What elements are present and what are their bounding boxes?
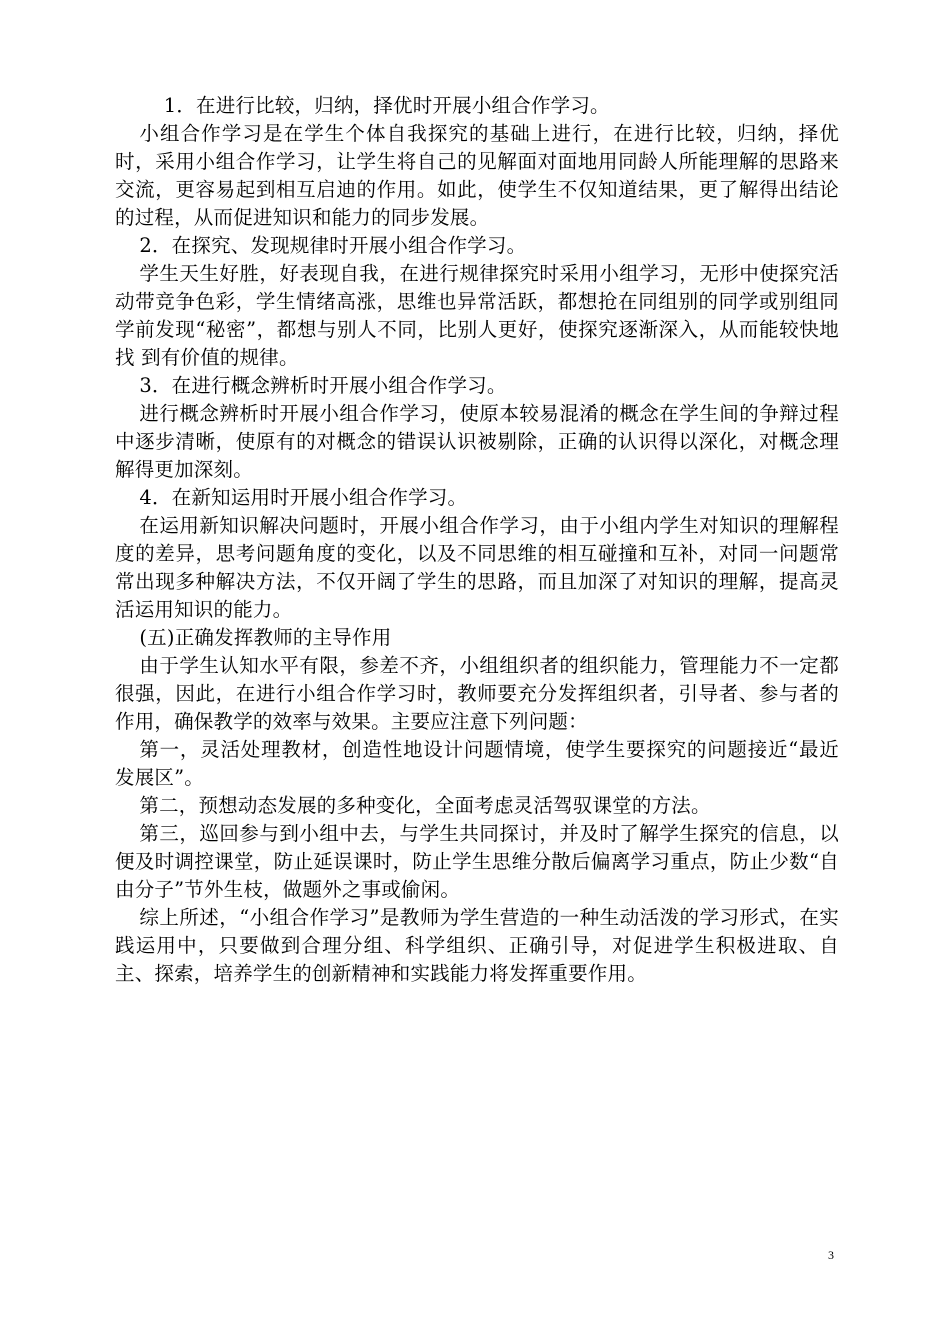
page-number: 3 — [828, 1248, 834, 1262]
document-body — [115, 92, 839, 988]
paragraph: 在运用新知识解决问题时，开展小组合作学习，由于小组内学生对知识的理解程度的差异，思考问题角度的变化，以及不同思维的相互碰撞和互补，对同一问题常常出现多种解决方法，不仅开阔了学生的思路，而且加深了对知识的理解，提高灵活运用知识的能力。 — [115, 514, 839, 621]
paragraph-heading-3: 3．在进行概念辨析时开展小组合作学习。 — [139, 374, 507, 397]
paragraph-conclusion: 综上所述，“小组合作学习”是教师为学生营造的一种生动活泼的学习形式，在实践运用中，只要做到合理分组、科学组织、正确引导，对促进学生积极进取、自主、探索，培养学生的创新精神和实践能力将发挥重要作用。 — [115, 906, 839, 985]
paragraph: 小组合作学习是在学生个体自我探究的基础上进行，在进行比较，归纳，择优时，采用小组合作学习，让学生将自己的见解面对面地用同龄人所能理解的思路来交流，更容易起到相互启迪的作用。如此，使学生不仅知道结果，更了解得出结论的过程，从而促进知识和能力的同步发展。 — [115, 122, 839, 229]
paragraph-heading-4: 4．在新知运用时开展小组合作学习。 — [139, 486, 468, 509]
paragraph-point-3: 第三，巡回参与到小组中去，与学生共同探讨，并及时了解学生探究的信息，以便及时调控课堂，防止延误课时，防止学生思维分散后偏离学习重点，防止少数“自由分子”节外生枝，做题外之事或偷闲。 — [115, 822, 839, 901]
paragraph-point-1: 第一，灵活处理教材，创造性地设计问题情境，使学生要探究的问题接近“最近发展区”。 — [115, 738, 839, 789]
paragraph-heading-2: 2．在探究、发现规律时开展小组合作学习。 — [139, 234, 527, 257]
paragraph: 由于学生认知水平有限，参差不齐，小组组织者的组织能力，管理能力不一定都很强，因此，在进行小组合作学习时，教师要充分发挥组织者，引导者、参与者的作用，确保教学的效率与效果。主要应注意下列问题： — [115, 654, 839, 733]
paragraph-heading-1: 1．在进行比较，归纳，择优时开展小组合作学习。 — [163, 94, 610, 117]
paragraph: 进行概念辨析时开展小组合作学习，使原本较易混淆的概念在学生间的争辩过程中逐步清晰，使原有的对概念的错误认识被剔除，正确的认识得以深化，对概念理解得更加深刻。 — [115, 402, 839, 481]
section-heading-5: (五)正确发挥教师的主导作用 — [139, 626, 392, 649]
paragraph-point-2: 第二，预想动态发展的多种变化，全面考虑灵活驾驭课堂的方法。 — [139, 794, 711, 817]
paragraph: 学生天生好胜，好表现自我，在进行规律探究时采用小组学习，无形中使探究活动带竞争色彩，学生情绪高涨，思维也异常活跃，都想抢在同组别的同学或别组同学前发现“秘密”，都想与别人不同，比别人更好，使探究逐渐深入，从而能较快地找 到有价值的规律。 — [115, 262, 839, 369]
